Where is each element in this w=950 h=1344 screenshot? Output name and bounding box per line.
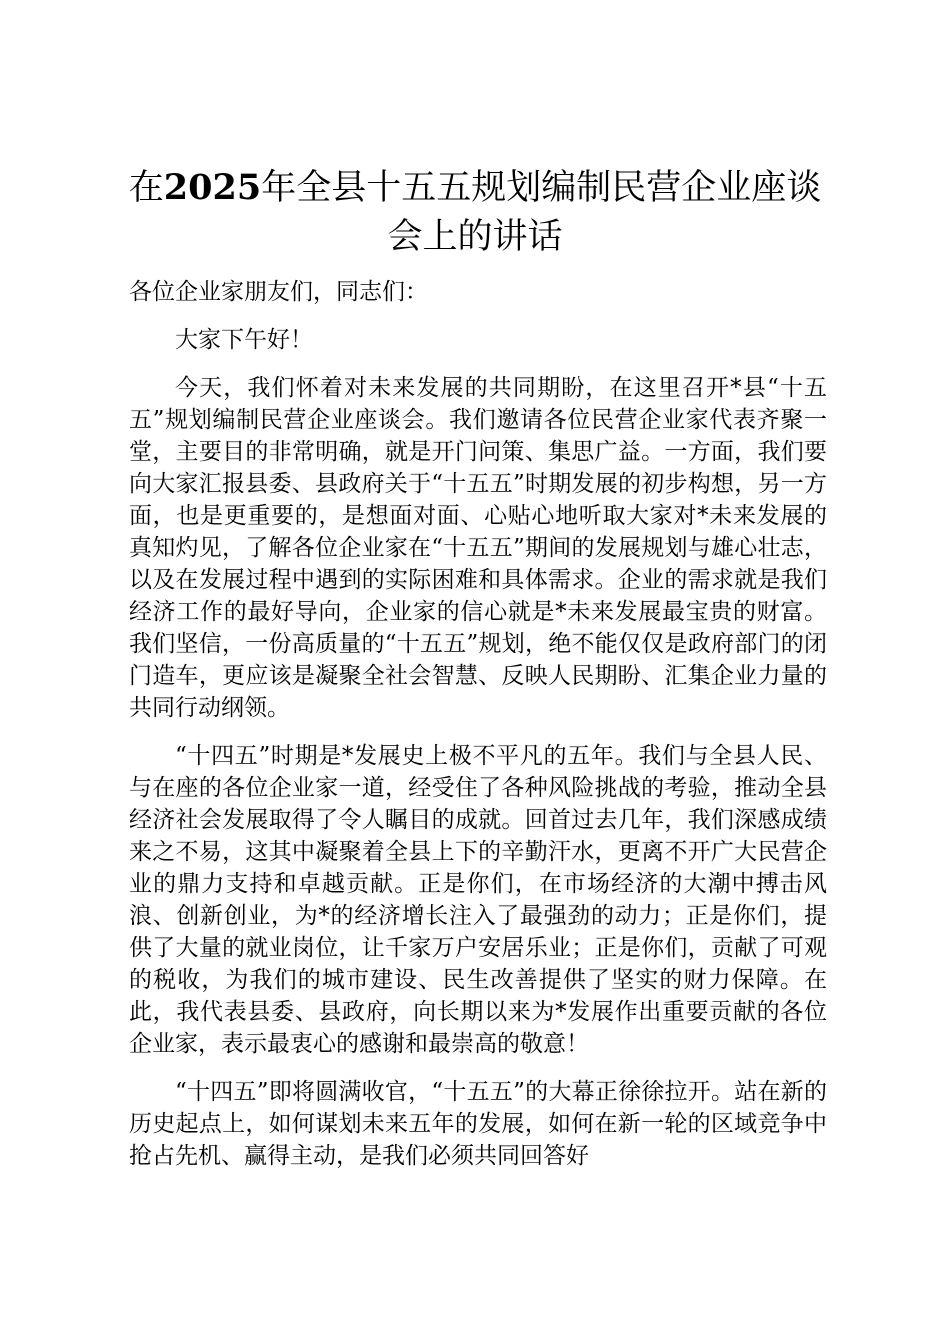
paragraph-1: 今天，我们怀着对未来发展的共同期盼，在这里召开*县“十五五”规划编制民营企业座谈会。我们邀请各位民营企业家代表齐聚一堂，主要目的非常明确，就是开门问策、集思广益。一方面，我们要向大家汇报县委、县政府关于“十五五”时期发展的初步构想，另一方面，也是更重要的，是想面对面、心贴心地听取大家对*未来发展的真知灼见，了解各位企业家在“十五五”期间的发展规划与雄心壮志，以及在发展过程中遇到的实际困难和具体需求。企业的需求就是我们经济工作的最好导向，企业家的信心就是*未来发展最宝贵的财富。我们坚信，一份高质量的“十五五”规划，绝不能仅仅是政府部门的闭门造车，更应该是凝聚全社会智慧、反映人民期盼、汇集企业力量的共同行动纲领。 [129, 375, 827, 721]
title-year: 2025 [163, 167, 262, 208]
salutation: 各位企业家朋友们，同志们： [129, 279, 428, 305]
paragraph-2: “十四五”时期是*发展史上极不平凡的五年。我们与全县人民、与在座的各位企业家一道，经受住了各种风险挑战的考验，推动全县经济社会发展取得了令人瞩目的成就。回首过去几年，我们深感成绩来之不易，这其中凝聚着全县上下的辛勤汗水，更离不开广大民营企业的鼎力支持和卓越贡献。正是你们，在市场经济的大潮中搏击风浪、创新创业，为*的经济增长注入了最强劲的动力；正是你们，提供了大量的就业岗位，让千家万户安居乐业；正是你们，贡献了可观的税收，为我们的城市建设、民生改善提供了坚实的财力保障。在此，我代表县委、县政府，向长期以来为*发展作出重要贡献的各位企业家，表示最衷心的感谢和最崇高的敬意！ [129, 743, 827, 1057]
title-suffix: 年全县十五五规划编制民营企业座谈会上的讲话 [261, 168, 822, 257]
title-prefix: 在 [128, 168, 164, 208]
document-title [118, 163, 832, 262]
paragraph-3: “十四五”即将圆满收官，“十五五”的大幕正徐徐拉开。站在新的历史起点上，如何谋划未来五年的发展，如何在新一轮的区域竞争中抢占先机、赢得主动，是我们必须共同回答好 [129, 1079, 827, 1169]
greeting: 大家下午好！ [175, 327, 313, 353]
document-body [129, 276, 827, 1172]
